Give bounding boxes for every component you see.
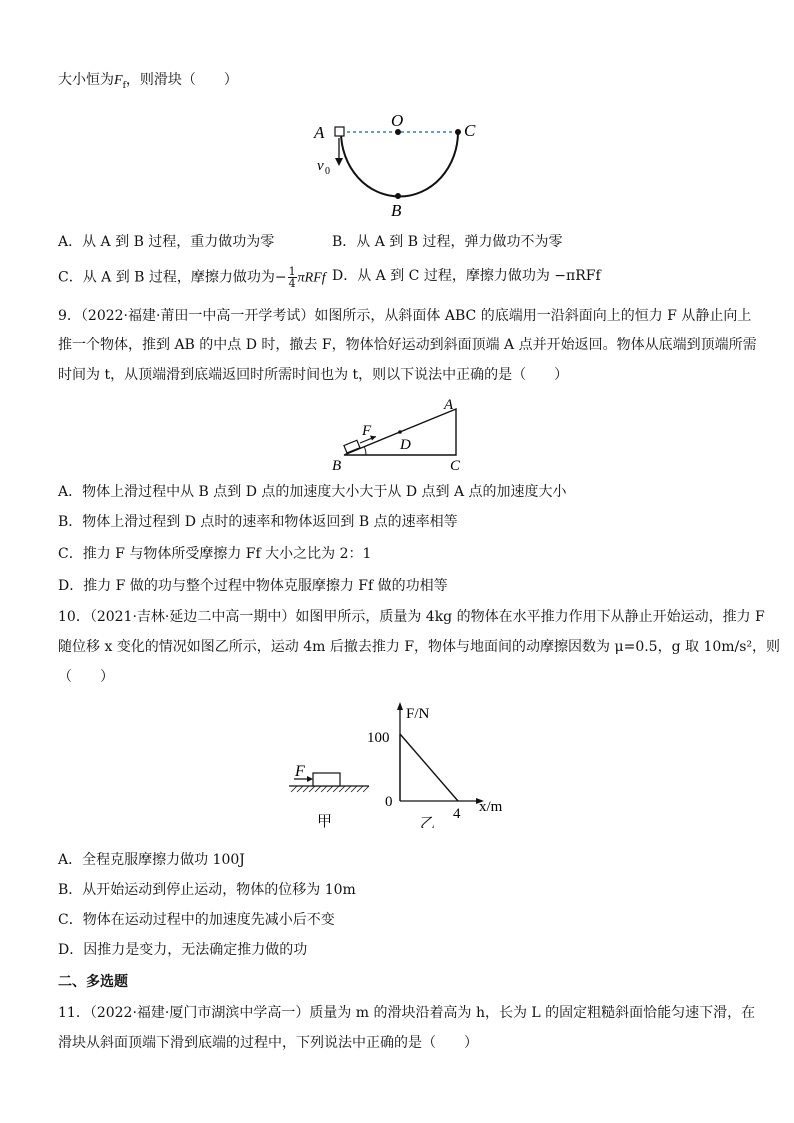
label-A: A (444, 397, 454, 413)
q10-stem-line3: （ ） (58, 669, 114, 685)
point-B (395, 193, 401, 199)
incline-block (344, 440, 360, 453)
label-D: D (400, 437, 411, 453)
semicircle-track (341, 132, 458, 197)
q8-option-C: C．从 A 到 B 过程，摩擦力做功为− $\frac{1}{4}$ πRFf (58, 265, 326, 290)
velocity-arrowhead (335, 158, 343, 166)
q8-semicircle-figure (305, 108, 505, 223)
q9-incline-figure (326, 393, 476, 475)
q10-option-C: C．物体在运动过程中的加速度先减小后不变 (58, 912, 335, 928)
q9-option-B: B．物体上滑过程到 D 点时的速率和物体返回到 B 点的速率相等 (58, 514, 458, 530)
q8-option-B: B．从 A 到 B 过程，弹力做功不为零 (332, 234, 563, 250)
y-axis-label: F/N (406, 706, 430, 722)
q8-stem-tail: 大小恒为$F_f$，则滑块（ ） (58, 72, 238, 91)
caption-yi: 乙 (420, 816, 436, 828)
q11-stem-line2: 滑块从斜面顶端下滑到底端的过程中，下列说法中正确的是（ ） (58, 1035, 478, 1051)
q10-figure-yi-chart (362, 698, 512, 828)
label-A: A (314, 123, 325, 142)
label-B: B (332, 458, 342, 474)
fraction-quarter: $\frac{1}{4}$ (288, 265, 296, 290)
q8-option-D: D．从 A 到 C 过程，摩擦力做功为 −πRFf (332, 268, 601, 284)
q9-stem-line3: 时间为 t，从顶端滑到底端返回时所需时间也为 t，则以下说法中正确的是（ ） (58, 367, 569, 383)
label-C: C (464, 121, 476, 140)
label-C: C (450, 458, 461, 474)
q11-stem-line1: 11．（2022·福建·厦门市湖滨中学高一）质量为 m 的滑块沿着高为 h，长为 L 的固定粗糙斜面恰能匀速下滑，在 (58, 1005, 756, 1021)
label-F: F (295, 763, 305, 780)
q9-stem-line1: 9．（2022·福建·莆田一中高一开学考试）如图所示，从斜面体 ABC 的底端用一沿斜面向上的恒力 F 从静止向上 (58, 308, 752, 324)
x-tick-label: 4 (453, 806, 461, 822)
point-D (398, 430, 402, 434)
q10-option-B: B．从开始运动到停止运动，物体的位移为 10m (58, 882, 356, 898)
section-title: 二、多选题 (58, 974, 128, 990)
q9-option-D: D．推力 F 做的功与整个过程中物体克服摩擦力 Ff 做的功相等 (58, 578, 448, 594)
label-v: v (317, 158, 324, 174)
slider-block (335, 127, 344, 136)
push-arrowhead (307, 776, 313, 782)
q10-stem-line1: 10．（2021·吉林·延边二中高一期中）如图甲所示，质量为 4kg 的物体在水平推力作用下从静止开始运动，推力 F (58, 609, 765, 625)
angle-arc (365, 447, 367, 455)
point-C (455, 129, 461, 135)
label-F: F (362, 423, 372, 439)
ground-hatching (291, 786, 369, 792)
series-line (400, 734, 458, 801)
q10-option-D: D．因推力是变力，无法确定推力做的功 (58, 942, 308, 958)
q9-option-C: C．推力 F 与物体所受摩擦力 Ff 大小之比为 2：1 (58, 546, 372, 562)
q10-stem-line2: 随位移 x 变化的情况如图乙所示，运动 4m 后撤去推力 F，物体与地面间的动摩擦因数为 μ=0.5，g 取 10m/s²，则 (58, 639, 781, 655)
q9-option-A: A．物体上滑过程中从 B 点到 D 点的加速度大小大于从 D 点到 A 点的加速度大小 (58, 484, 567, 500)
label-v-sub: 0 (325, 166, 330, 177)
q10-option-A: A．全程克服摩擦力做功 100J (58, 852, 245, 868)
block (313, 773, 340, 786)
y-tick-label: 100 (367, 730, 390, 746)
q9-stem-line2: 推一个物体，推到 AB 的中点 D 时，撤去 F，物体恰好运动到斜面顶端 A 点并开始返回。物体从底端到顶端所需 (58, 337, 757, 353)
caption-jia: 甲 (317, 814, 333, 830)
origin-label: 0 (385, 794, 393, 810)
label-O: O (391, 111, 404, 130)
label-B: B (391, 201, 402, 220)
x-axis-label: x/m (479, 799, 503, 815)
y-axis-arrowhead (397, 702, 403, 710)
q8-option-A: A．从 A 到 B 过程，重力做功为零 (58, 234, 275, 250)
